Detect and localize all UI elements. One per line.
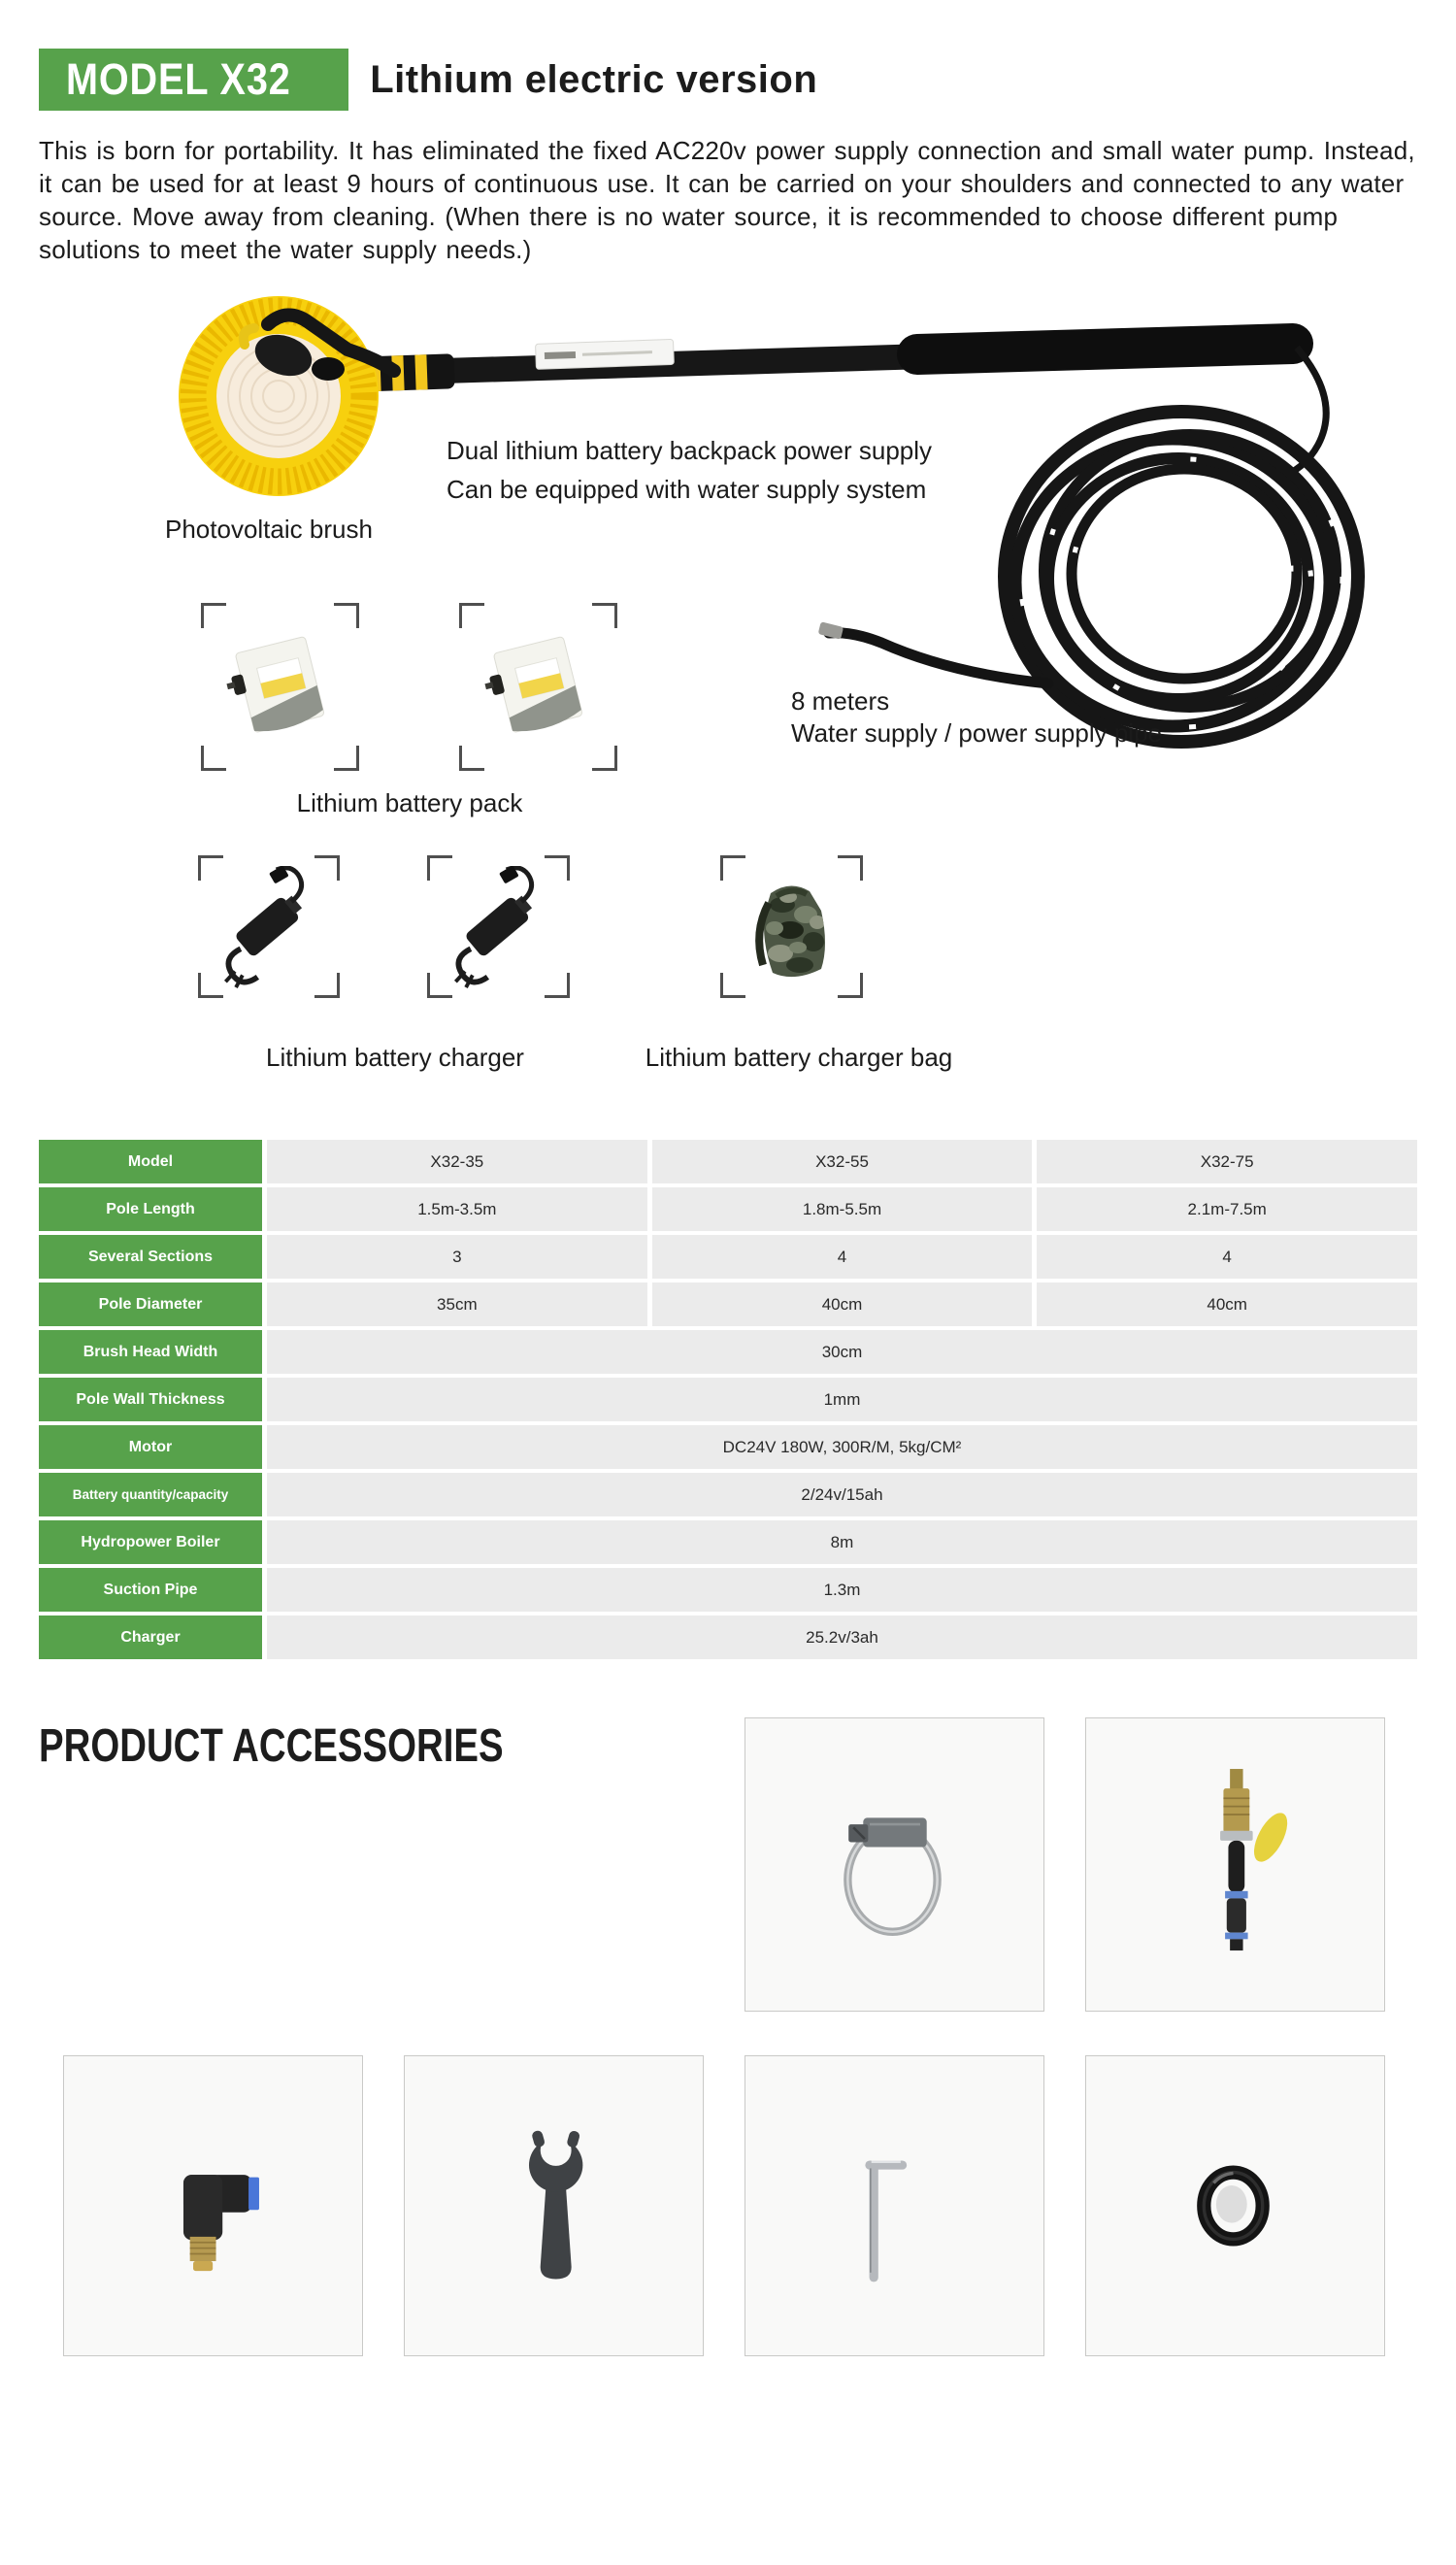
charger-photo-frame-2 [427, 855, 570, 998]
spec-value: 1.3m [267, 1568, 1417, 1612]
spec-row-label: Pole Diameter [39, 1282, 262, 1326]
spec-value: 40cm [1037, 1282, 1417, 1326]
page-title: Lithium electric version [370, 57, 818, 101]
spec-value: 25.2v/3ah [267, 1616, 1417, 1659]
battery-pack-caption: Lithium battery pack [296, 788, 523, 817]
spec-value: 2/24v/15ah [267, 1473, 1417, 1516]
spec-value: X32-55 [652, 1140, 1033, 1183]
spec-row-label: Motor [39, 1425, 262, 1469]
brush-head [179, 296, 379, 496]
battery-pack-photo-frame-2 [459, 603, 617, 771]
spanner-wrench-icon [428, 2080, 680, 2332]
spec-value: 8m [267, 1520, 1417, 1564]
charger-bag-caption: Lithium battery charger bag [645, 1043, 953, 1072]
spec-row-label: Brush Head Width [39, 1330, 262, 1374]
o-ring-seal-icon [1109, 2080, 1362, 2332]
battery-pack-image [476, 615, 602, 760]
spec-value: 1mm [267, 1378, 1417, 1421]
accessory-box [63, 2055, 363, 2356]
charger-bag-photo-frame [720, 855, 863, 998]
backpack-note [447, 431, 932, 509]
accessory-box [745, 2055, 1044, 2356]
ball-valve-connector-icon [1109, 1739, 1362, 1991]
spec-row-label: Charger [39, 1616, 262, 1659]
charger-photo-frame-1 [198, 855, 340, 998]
accessory-box [745, 1717, 1044, 2012]
accessory-box [1085, 2055, 1385, 2356]
spec-value: 1.8m-5.5m [652, 1187, 1033, 1231]
battery-pack-photo-frame-1 [201, 603, 359, 771]
spec-row-label: Battery quantity/capacity [39, 1473, 262, 1516]
elbow-fitting-icon [87, 2080, 340, 2332]
spec-table [39, 1140, 1417, 1659]
spec-row-label: Suction Pipe [39, 1568, 262, 1612]
brush-caption: Photovoltaic brush [165, 515, 373, 544]
model-badge-text: MODEL X32 [66, 54, 291, 104]
pipe-connector [818, 621, 844, 639]
model-badge [39, 49, 348, 111]
hose-clamp-icon [769, 1739, 1021, 1991]
accessory-box [404, 2055, 704, 2356]
spec-value: 4 [1037, 1235, 1417, 1279]
pipe-note-line1: 8 meters [791, 686, 890, 716]
charger-image [441, 866, 557, 988]
accessories-grid [63, 1717, 1385, 2356]
battery-pack-image [217, 615, 344, 760]
backpack-note-line2: Can be equipped with water supply system [447, 475, 927, 504]
spec-row-label: Model [39, 1140, 262, 1183]
spec-value: 4 [652, 1235, 1033, 1279]
spec-row-label: Several Sections [39, 1235, 262, 1279]
spec-value: 40cm [652, 1282, 1033, 1326]
spec-row-label: Pole Length [39, 1187, 262, 1231]
spec-value: 2.1m-7.5m [1037, 1187, 1417, 1231]
spec-value: DC24V 180W, 300R/M, 5kg/CM² [267, 1425, 1417, 1469]
pipe-note [791, 685, 1162, 750]
spec-value: X32-75 [1037, 1140, 1417, 1183]
spec-value: 35cm [267, 1282, 647, 1326]
pipe-note-line2: Water supply / power supply pipe [791, 718, 1163, 748]
spec-row-label: Hydropower Boiler [39, 1520, 262, 1564]
spec-value: 30cm [267, 1330, 1417, 1374]
backpack-note-line1: Dual lithium battery backpack power supply [447, 436, 933, 465]
charger-image [211, 866, 327, 988]
spec-row-label: Pole Wall Thickness [39, 1378, 262, 1421]
spec-value: 3 [267, 1235, 647, 1279]
intro-paragraph: This is born for portability. It has eliminated the fixed AC220v power supply connection and small water pump. Instead, it can be used for at least 9 hours of continuous use. It can be carried on your shoulders and connected to any water source. Move away from cleaning. (When there is no water source, it is recommended to choose different pump solutions to meet the water supply needs.) [39, 136, 1415, 264]
charger-caption: Lithium battery charger [266, 1043, 524, 1072]
charger-bag-image [732, 864, 852, 990]
spec-value: X32-35 [267, 1140, 647, 1183]
hex-key-icon [769, 2080, 1021, 2332]
spec-value: 1.5m-3.5m [267, 1187, 647, 1231]
pole-label [536, 339, 675, 369]
accessories-heading: PRODUCT ACCESSORIES [39, 1720, 504, 1772]
product-figure [39, 266, 1437, 1080]
accessories-section [39, 1717, 1385, 2356]
accessory-box [1085, 1717, 1385, 2012]
header [39, 49, 1417, 111]
